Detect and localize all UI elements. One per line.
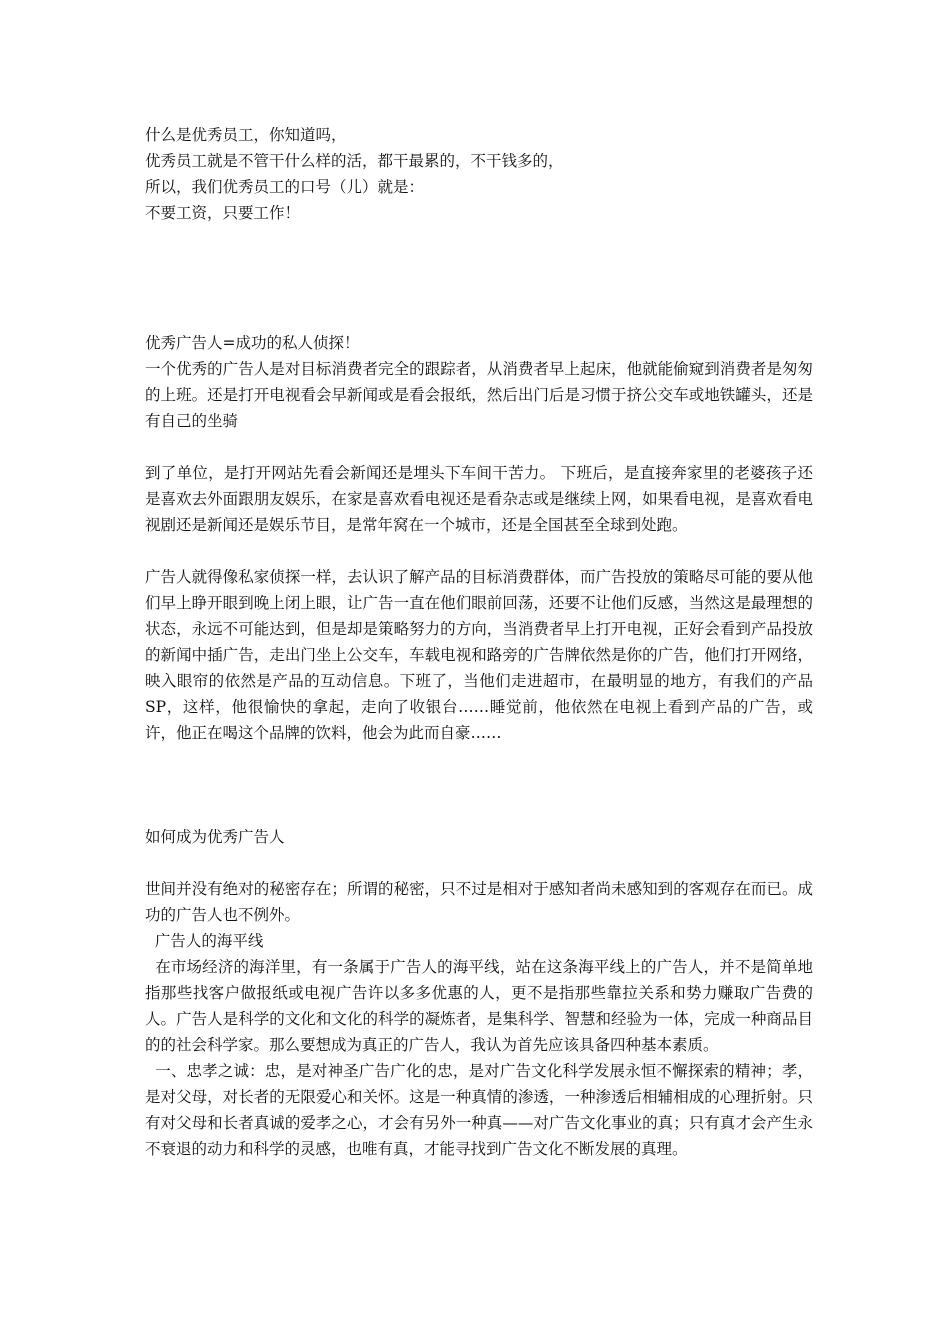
section2-paragraph-2: 在市场经济的海洋里，有一条属于广告人的海平线，站在这条海平线上的广告人，并不是简单地指那些找客户做报纸或电视广告许以多多优惠的人，更不是指那些靠拉关系和势力赚取广告费的人。广告人是科学的文化和文化的科学的凝炼者，是集科学、智慧和经验为一体，完成一种商品目的的社会科学家。那么要想成为真正的广告人，我认为首先应该具备四种基本素质。 bbox=[145, 958, 813, 1054]
intro-line-4: 不要工资，只要工作！ bbox=[145, 204, 301, 222]
intro-line-2: 优秀员工就是不管干什么样的活，都干最累的，不干钱多的， bbox=[145, 152, 564, 170]
section1-paragraph-2: 到了单位，是打开网站先看会新闻还是埋头下车间干苦力。 下班后，是直接奔家里的老婆孩子还是喜欢去外面跟朋友娱乐，在家是喜欢看电视还是看杂志或是继续上网，如果看电视，是喜欢看电视剧还是新闻还是娱乐节目，是常年窝在一个城市，还是全国甚至全球到处跑。 bbox=[145, 464, 813, 534]
section1-paragraph-1: 一个优秀的广告人是对目标消费者完全的跟踪者，从消费者早上起床，他就能偷窥到消费者是匆匆的上班。还是打开电视看会早新闻或是看会报纸，然后出门后是习惯于挤公交车或地铁罐头，还是有自己的坐骑 bbox=[145, 360, 813, 430]
section1-paragraph-3: 广告人就得像私家侦探一样，去认识了解产品的目标消费群体，而广告投放的策略尽可能的要从他们早上睁开眼到晚上闭上眼，让广告一直在他们眼前回荡，还要不让他们反感，当然这是最理想的状态，永远不可能达到，但是却是策略努力的方向，当消费者早上打开电视，正好会看到产品投放的新闻中插广告，走出门坐上公交车，车载电视和路旁的广告牌依然是你的广告，他们打开网络，映入眼帘的依然是产品的互动信息。下班了，当他们走进超市，在最明显的地方，有我们的产品SP，这样，他很愉快的拿起，走向了收银台……睡觉前，他依然在电视上看到产品的广告，或许，他正在喝这个品牌的饮料，他会为此而自豪…… bbox=[145, 568, 813, 742]
section1-heading: 优秀广告人=成功的私人侦探！ bbox=[145, 334, 360, 352]
section2-subheading: 广告人的海平线 bbox=[145, 932, 264, 950]
section2-paragraph-1: 世间并没有绝对的秘密存在；所谓的秘密，只不过是相对于感知者尚未感知到的客观存在而已。成功的广告人也不例外。 bbox=[145, 880, 813, 924]
section2-heading: 如何成为优秀广告人 bbox=[145, 828, 285, 846]
section2-paragraph-3: 一、忠孝之诚：忠，是对神圣广告广化的忠，是对广告文化科学发展永恒不懈探索的精神；孝，是对父母，对长者的无限爱心和关怀。这是一种真情的渗透，一种渗透后相辅相成的心理折射。只有对父母和长者真诚的爱孝之心，才会有另外一种真——对广告文化事业的真；只有真才会产生永不衰退的动力和科学的灵感，也唯有真，才能寻找到广告文化不断发展的真理。 bbox=[145, 1062, 813, 1158]
intro-line-3: 所以，我们优秀员工的口号（儿）就是： bbox=[145, 178, 425, 196]
document-body bbox=[145, 122, 813, 1162]
intro-line-1: 什么是优秀员工，你知道吗， bbox=[145, 126, 347, 144]
